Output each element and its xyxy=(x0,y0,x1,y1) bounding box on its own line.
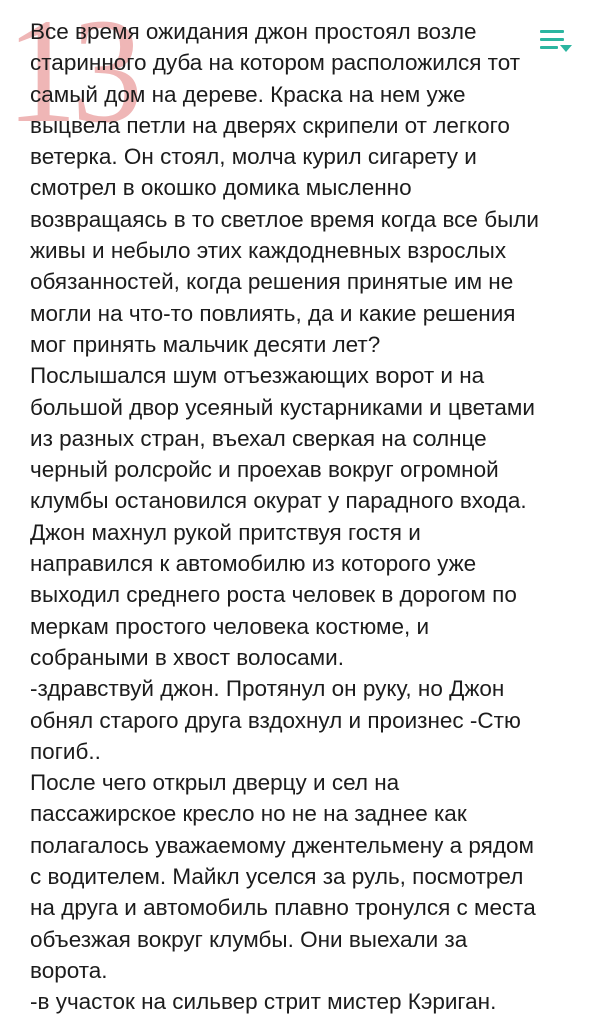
story-paragraph: Все время ожидания джон простоял возле старинного дуба на котором расположился тот самый дом на дереве. Краска на нем уже выцвела петли на дверях скрипели от легкого ветерка. Он стоял, молча курил сигарету и смотрел в окошко домика мысленно возвращаясь в то светлое время когда все были живы и небыло этих каждодневных взрослых обязанностей, когда решения принятые им не могли на что-то повлиять, да и какие решения мог принять мальчик десяти лет? xyxy=(30,19,539,357)
chapter-number: 13 xyxy=(6,0,138,154)
story-paragraph: После чего открыл дверцу и сел на пассажирское кресло но не на заднее как полагалось уважаемому джентельмену а рядом с водителем. Майкл уселся за руль, посмотрел на друга и автомобиль плавно тронулся с места объезжая вокруг клумбы. Они выехали за ворота. xyxy=(30,770,536,983)
story-paragraph: -в участок на сильвер стрит мистер Кэриган. xyxy=(30,989,497,1015)
story-text xyxy=(30,16,590,1015)
list-menu-icon xyxy=(538,28,578,56)
story-paragraph: Послышался шум отъезжающих ворот и на большой двор усеяный кустарниками и цветами из разных стран, въехал сверкая на солнце черный ролсройс и проехав вокруг огромной клумбы остановился окурат у парадного входа. Джон махнул рукой притствуя гостя и направился к автомобилю из которого уже выходил среднего роста человек в дорогом по меркам простого человека костюме, и собраными в хвост волосами. xyxy=(30,363,535,670)
chapter-menu-button[interactable] xyxy=(538,28,578,56)
story-paragraph: -здравствуй джон. Протянул он руку, но Джон обнял старого друга вздохнул и произнес -Стю погиб.. xyxy=(30,676,521,764)
